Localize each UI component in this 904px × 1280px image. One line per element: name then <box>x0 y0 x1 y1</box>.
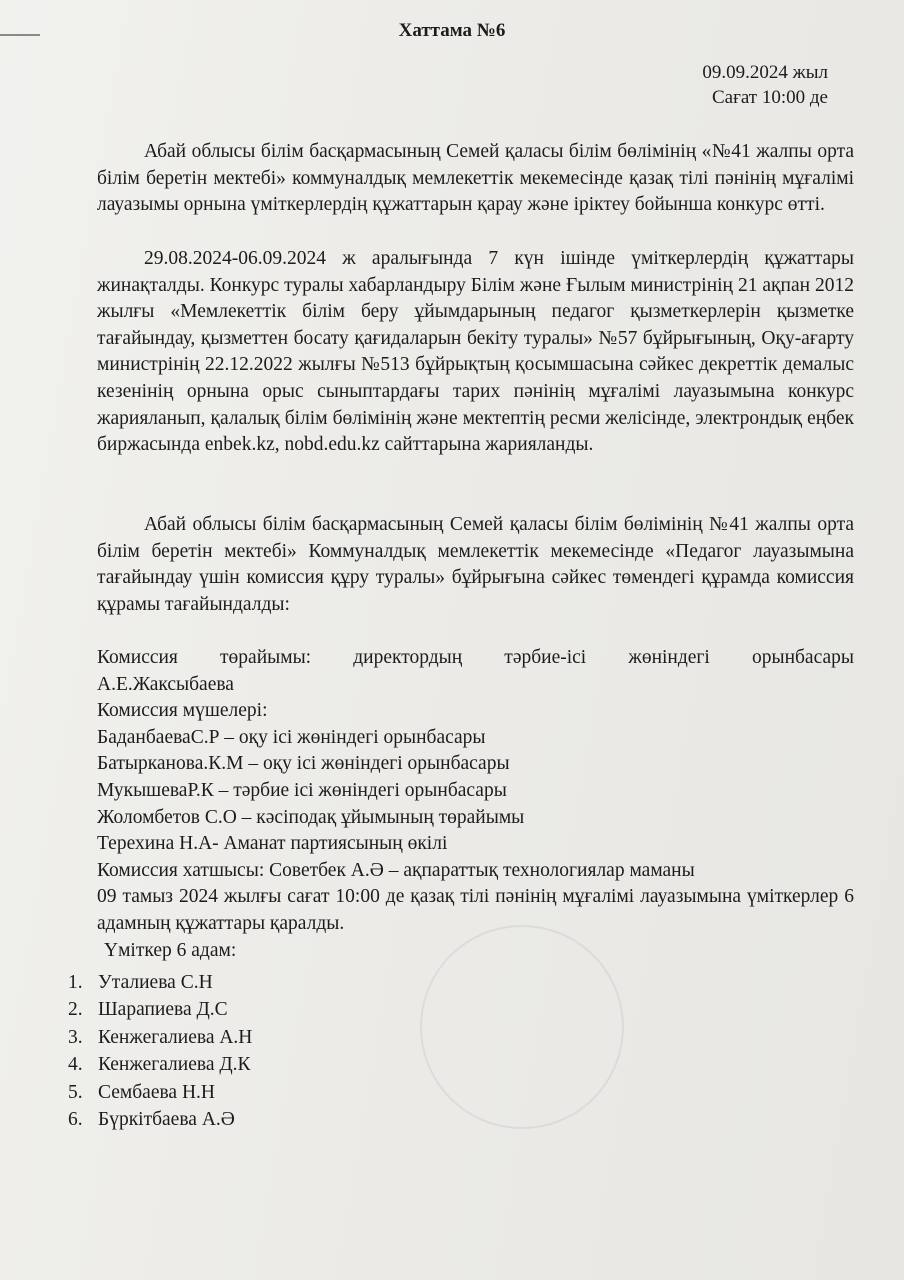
member-item: Жоломбетов С.О – кәсіподақ ұйымының төрайымы <box>97 806 525 828</box>
candidates-list <box>68 969 252 1133</box>
document-meta <box>702 60 828 110</box>
member-item: Терехина Н.А- Аманат партиясының өкілі <box>97 833 448 855</box>
candidates-label: Үміткер 6 адам: <box>104 939 237 961</box>
paragraph-commission: Абай облысы білім басқармасының Семей қаласы білім бөлімінің №41 жалпы орта білім беретін мектебі» Коммуналдық мемлекеттік мекемесінде «Педагог лауазымына тағайындау үшін комиссия құру туралы» бұйрығына сәйкес төмендегі құрамда комиссия құрамы тағайындалды: <box>97 514 854 615</box>
commission-chair: Комиссия төрайымы: директордың тәрбие-ісі жөніндегі орынбасары <box>97 647 854 668</box>
list-item: 2. Шарапиева Д.С <box>68 999 228 1021</box>
member-item: Батырканова.К.М – оқу ісі жөніндегі орынбасары <box>97 753 510 775</box>
document-time: Сағат 10:00 де <box>711 87 828 108</box>
list-item: 1. Уталиева С.Н <box>68 972 213 993</box>
paragraph-intro: Абай облысы білім басқармасының Семей қаласы білім бөлімінің «№41 жалпы орта білім беретін мектебі» коммуналдық мемлекеттік мекемесінде қазақ тілі пәнінің мұғалімі лауазымы орнына үміткерлердің құжаттарын қарау және іріктеу бойынша конкурс өтті. <box>97 141 854 216</box>
document-date: 09.09.2024 жыл <box>702 62 828 83</box>
member-item: БаданбаеваС.Р – оқу ісі жөніндегі орынбасары <box>97 726 486 748</box>
commission-chair-name: А.Е.Жаксыбаева <box>97 673 234 695</box>
list-item: 6. Бүркітбаева А.Ә <box>68 1109 235 1131</box>
review-text: 09 тамыз 2024 жылғы сағат 10:00 де қазақ тілі пәнінің мұғалімі лауазымына үміткерлер 6 адамның құжаттары қаралды. <box>97 886 854 934</box>
list-item: 3. Кенжегалиева А.Н <box>68 1026 253 1048</box>
paragraph-announcement: 29.08.2024-06.09.2024 ж аралығында 7 күн ішінде үміткерлердің құжаттары жинақталды. Конкурс туралы хабарландыру Білім және Ғылым министрінің 21 ақпан 2012 жылғы «Мемлекеттік білім беру ұйымдарының педагог қызметкерлерін қызметке тағайындау, қызметтен босату қағидаларын бекіту туралы» №57 бұйрығының, Оқу-ағарту министрінің 22.12.2022 жылғы №513 бұйрықтың қосымшасына сәйкес декреттік демалыс кезенінің орнына орыс сыныптардағы тарих пәнінің мұғалімі лауазымына конкурс жарияланып, қалалық білім бөлімінің және мектептің ресми желісінде, электрондық еңбек биржасында enbek.kz, nobd.edu.kz сайттарына жарияланды. <box>97 248 854 456</box>
list-item: 5. Сембаева Н.Н <box>68 1081 215 1103</box>
member-item: МукышеваР.К – тәрбие ісі жөніндегі орынбасары <box>97 779 507 801</box>
list-item: 4. Кенжегалиева Д.К <box>68 1054 251 1076</box>
members-label: Комиссия мүшелері: <box>97 700 268 722</box>
commission-secretary: Комиссия хатшысы: Советбек А.Ә – ақпараттық технологиялар маманы <box>97 859 695 881</box>
commission-block <box>97 645 854 964</box>
document-title: Хаттама №6 <box>398 20 506 41</box>
